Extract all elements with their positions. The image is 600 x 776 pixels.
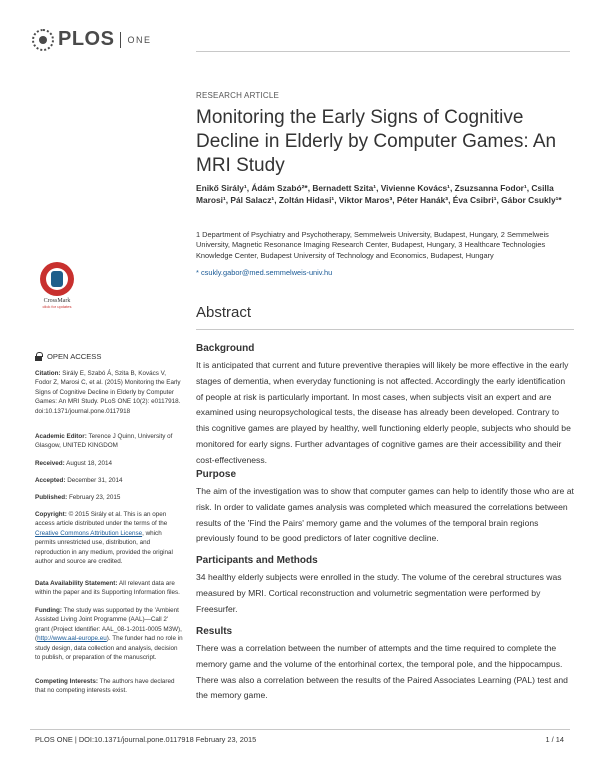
email-marker: * [196,268,199,277]
data-availability-block [35,579,183,598]
published-block [35,493,183,502]
logo-separator [120,32,121,48]
article-type: RESEARCH ARTICLE [196,91,280,100]
citation-block [35,369,183,416]
section-heading-purpose: Purpose [196,469,237,480]
competing-interests-label: Competing Interests: [35,678,98,685]
data-availability-label: Data Availability Statement: [35,580,118,587]
published-date: February 23, 2015 [68,494,121,501]
plos-logo [32,28,151,51]
license-link[interactable]: Creative Commons Attribution License [35,529,143,537]
copyright-label: Copyright: [35,511,67,518]
data-availability-text: All relevant data are within the paper and its Supporting Information files. [35,580,180,597]
copyright-text-end: , which permits unrestricted use, distribution, and reproduction in any medium, provided the original author and source are credited. [35,529,173,566]
section-heading-background: Background [196,343,255,354]
received-block [35,459,183,468]
plos-logo-icon [32,29,54,51]
crossmark-badge[interactable] [38,262,76,309]
section-text-purpose: The aim of the investigation was to show that computer games can help to identify those who are at risk. In order to validate games analysis was completed which measured the correlations between results of the 'Find the Pairs' memory game and the volumes of the temporal brain regions previously found to be good predictors of later cognitive decline. [196,486,574,544]
open-lock-icon [35,352,42,361]
open-access-badge [35,352,101,361]
header-divider [196,51,570,52]
editor-label: Academic Editor: [35,433,87,440]
section-text-methods: 34 healthy elderly subjects were enrolled in the study. The volume of the cerebral structures was measured by MRI. Cortical reconstruction and volumetric segmentation were performed by Freesurfer. [196,572,562,614]
section-heading-methods: Participants and Methods [196,555,318,566]
crossmark-label: CrossMark [43,298,71,304]
page-number: 1 / 14 [545,735,564,744]
copyright-block [35,510,183,566]
funding-block [35,606,183,662]
section-text-results: There was a correlation between the number of attempts and the time required to complete the memory game and the volume of the entorhinal cortex, the temporal pole, and the hippocampus. There was also a correlation between the results of the Paired Associates Learning (PAL) test and the memory game. [196,643,568,701]
footer-divider [30,729,570,730]
article-title: Monitoring the Early Signs of Cognitive Decline in Elderly by Computer Games: An MRI Study [196,107,557,176]
funding-text-end: ). The funder had no role in study design, data collection and analysis, decision to publish, or preparation of the manuscript. [35,635,183,662]
corresponding-email-line [196,268,574,277]
received-label: Received: [35,460,65,467]
author-list: Enikő Sirály¹, Ádám Szabó²*, Bernadett Szita¹, Vivienne Kovács¹, Zsuzsanna Fodor¹, Csilla Marosi¹, Pál Salacz¹, Zoltán Hidasi¹, Viktor Maros³, Péter Hanák³, Éva Csibri¹, Gábor Csukly¹* [196,183,562,205]
logo-text: PLOS [58,28,115,50]
footer-citation: PLOS ONE | DOI:10.1371/journal.pone.0117918 February 23, 2015 [35,735,257,744]
editor-block [35,432,183,451]
affiliations: 1 Department of Psychiatry and Psychotherapy, Semmelweis University, Budapest, Hungary, 2 Semmelweis University, Magnetic Resonance Imaging Research Center, Budapest, Hungary, 3 Healthcare Technologies Knowledge Center, Budapest University of Technology and Economics, Budapest, Hungary [196,230,549,260]
accepted-date: December 31, 2014 [67,477,123,484]
section-text-background: It is anticipated that current and future preventive therapies will likely be more effective in the early stages of dementia, when everyday functioning is not affected. Accordingly the early identification of people at risk is particularly important. In most cases, when subjects visit an expert and are examined using neuropsychological tests, the disease has already been developed. Contrary to this cognitive games are played by healthy, well functioning elderly people, subjects who should be monitored for early signs. Further advantages of cognitive games are their accessibility and their cost-effectiveness. [196,360,571,465]
competing-interests-block [35,677,183,696]
funding-label: Funding: [35,607,62,614]
funding-link[interactable]: http://www.aal-europe.eu [37,635,107,643]
funding-text: The study was supported by the 'Ambient Assisted Living Joint Programme (AAL)—Call 2' grant (Project Identifier: AAL_08-1-2011-0005 M3W), ( [35,607,182,643]
accepted-label: Accepted: [35,477,66,484]
accepted-block [35,476,183,485]
citation-text: Sirály E, Szabó Á, Szita B, Kovács V, Fodor Z, Marosi C, et al. (2015) Monitoring the Early Signs of Cognitive Decline in Elderly by Computer Games: An MRI Study. PLoS ONE 10(2): e0117918. doi:10.1371/journal.pone.0117918 [35,370,181,415]
abstract-heading: Abstract [196,304,252,321]
open-access-label: OPEN ACCESS [47,352,102,361]
crossmark-sublabel: click for updates [42,304,72,309]
abstract-divider [196,329,574,330]
logo-subtitle: ONE [127,34,152,45]
corresponding-email-link[interactable]: csukly.gabor@med.semmelweis-univ.hu [200,268,333,277]
section-heading-results: Results [196,626,233,637]
copyright-text: © 2015 Sirály et al. This is an open access article distributed under the terms of the [35,511,168,528]
received-date: August 18, 2014 [66,460,113,467]
citation-label: Citation: [35,370,61,377]
competing-interests-text: The authors have declared that no competing interests exist. [35,678,175,695]
crossmark-icon [40,262,74,296]
editor-text: Terence J Quinn, University of Glasgow, UNITED KINGDOM [35,433,173,450]
published-label: Published: [35,494,68,501]
